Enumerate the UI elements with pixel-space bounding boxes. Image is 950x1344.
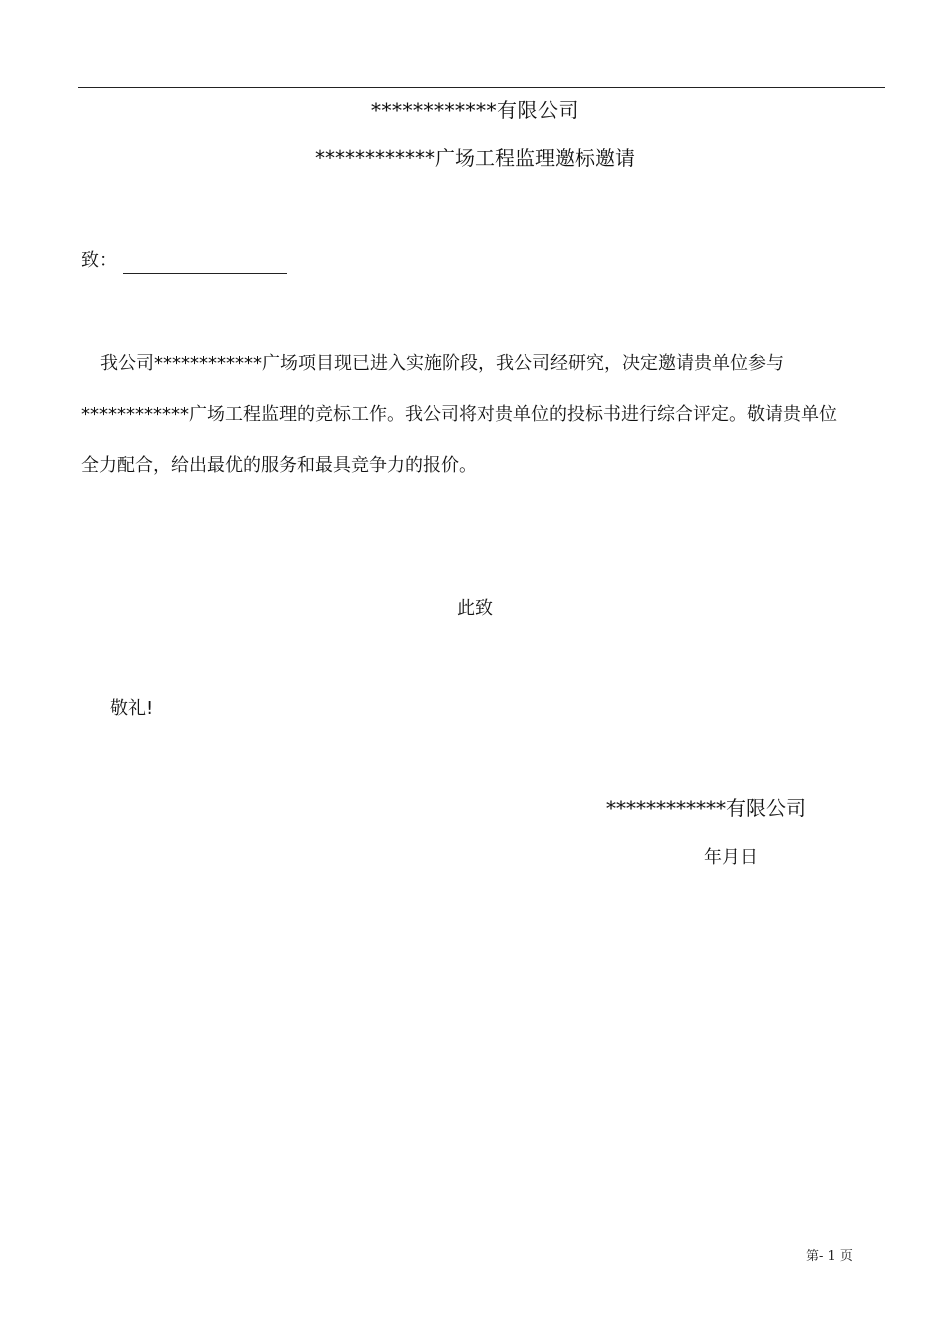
body-line-1: 我公司************广场项目现已进入实施阶段，我公司经研究，决定邀请贵单位参与 [100, 353, 784, 374]
body-line-2: ************广场工程监理的竞标工作。我公司将对贵单位的投标书进行综合评定。敬请贵单位 [81, 404, 837, 425]
signature-company-name: ************有限公司 [606, 796, 806, 820]
recipient-blank [123, 249, 287, 274]
body-line-3: 全力配合，给出最优的服务和最具竞争力的报价。 [81, 455, 477, 476]
page-number: 第- 1 页 [806, 1249, 853, 1264]
signature-date: 年月日 [704, 847, 758, 868]
letter-body [81, 338, 885, 491]
closing-regards: 敬礼! [110, 698, 154, 719]
document-title: ************广场工程监理邀标邀请 [315, 146, 635, 170]
closing-salutation: 此致 [457, 598, 493, 619]
recipient-line [81, 248, 287, 274]
recipient-label: 致： [81, 250, 117, 271]
header-company-name: ************有限公司 [371, 98, 579, 122]
header-rule [78, 87, 885, 88]
